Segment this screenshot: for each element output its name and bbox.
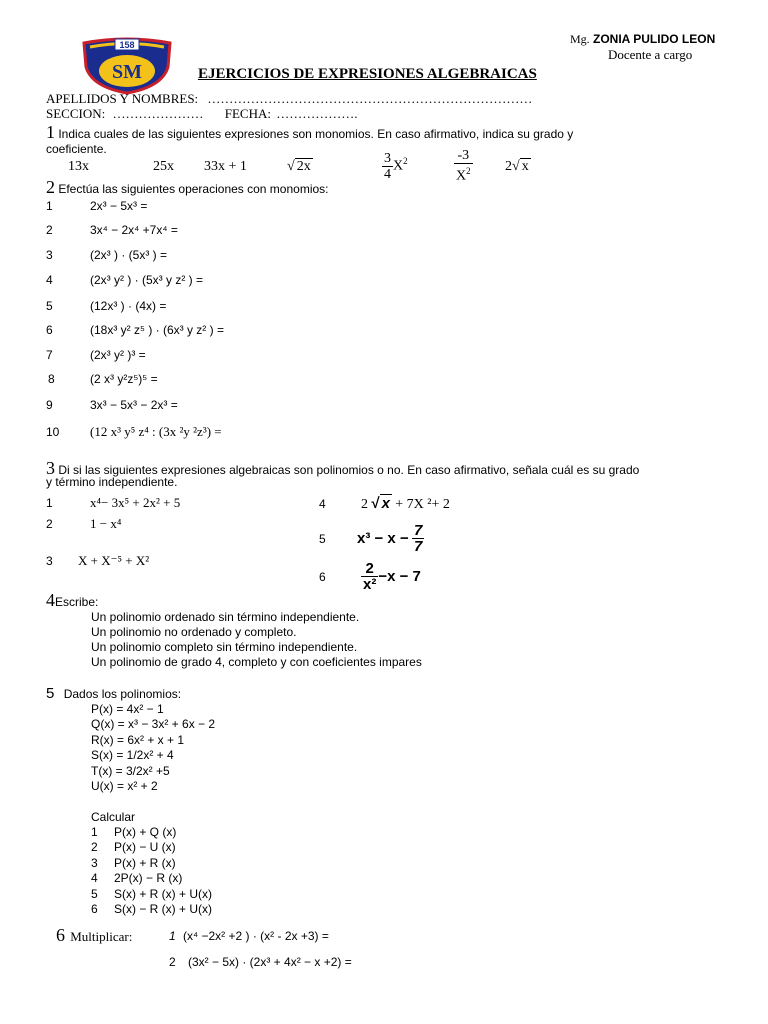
logo-number: 158: [119, 40, 135, 50]
q5-calc-6: 6 S(x) − R (x) + U(x): [91, 902, 212, 916]
q1-expr-1: 13x: [68, 159, 89, 174]
q4-item-3: Un polinomio completo sin término independiente.: [91, 640, 358, 654]
q2-item-10: 10 (12 x³ y⁵ z⁴ : (3x ²y ²z³) =: [46, 424, 222, 439]
school-logo: [82, 37, 172, 95]
q6-number: 6: [56, 925, 65, 945]
q3-item-4: 4 2 √ x + 7X ²+ 2: [319, 495, 450, 512]
q2-number: 2: [46, 177, 55, 197]
q3-item-2: 2 1 − x⁴: [46, 516, 122, 531]
q2-item-8: 8 (2 x³ y²z⁵)⁵ =: [48, 372, 158, 386]
q1-text: [46, 122, 573, 143]
q1-expr-5: $\frac{3}{4}$ $X^2$: [384, 151, 408, 182]
q1-expr-2: 25x: [153, 159, 174, 174]
teacher-line: [570, 32, 715, 47]
q5-poly-q: Q(x) = x³ − 3x² + 6x − 2: [91, 717, 216, 731]
name-dots: …………………………………………………………………: [207, 91, 533, 106]
q2-text-line: Efectúa las siguientes operaciones con monomios:: [58, 182, 329, 196]
q2-item-4: 4 (2x³ y² ) · (5x³ y z² ) =: [46, 273, 203, 287]
q5-calc-2: 2 P(x) − U (x): [91, 840, 176, 854]
q2-text: [46, 177, 329, 198]
q6-text: [56, 925, 132, 946]
section-label: SECCION:: [46, 106, 106, 121]
q4-text-line: Escribe:: [55, 595, 99, 609]
q6-item-1: 1 (x⁴ −2x² +2 ) · (x² - 2x +3) =: [169, 929, 329, 943]
q5-number: 5: [46, 685, 55, 702]
q5-text-line: Dados los polinomios:: [63, 687, 182, 701]
q2-item-1: 1 2x³ − 5x³ =: [46, 199, 148, 213]
q2-item-7: 7 (2x³ y² )³ =: [46, 348, 146, 362]
name-line: [46, 91, 532, 107]
q4-item-2: Un polinomio no ordenado y completo.: [91, 625, 297, 639]
date-label: FECHA:: [224, 106, 271, 121]
q5-poly-u: U(x) = x² + 2: [91, 779, 158, 793]
teacher-role: Docente a cargo: [608, 47, 693, 62]
teacher-name: ZONIA PULIDO LEON: [593, 32, 716, 46]
q1-expr-7: 2√ x: [505, 159, 529, 174]
q3-item-6: 6 $\frac{2}{\text{x²}}$ −x − 7: [319, 560, 421, 593]
q4-text: [46, 590, 98, 611]
q4-item-4: Un polinomio de grado 4, completo y con coeficientes impares: [91, 655, 422, 669]
q6-text-line: Multiplicar:: [70, 929, 133, 944]
q1-text-line1: Indica cuales de las siguientes expresiones son monomios. En caso afirmativo, indica su grado y: [58, 127, 574, 141]
q5-calc-3: 3 P(x) + R (x): [91, 856, 176, 870]
section-dots: …………………: [112, 106, 204, 121]
q5-poly-s: S(x) = 1/2x² + 4: [91, 748, 174, 762]
q2-item-2: 2 3x⁴ − 2x⁴ +7x⁴ =: [46, 223, 178, 237]
q4-number: 4: [46, 590, 55, 610]
q2-item-5: 5 (12x³ ) · (4x) =: [46, 299, 167, 313]
q2-item-3: 3 (2x³ ) · (5x³ ) =: [46, 248, 167, 262]
q1-expr-6: $\frac{-3}{X^2}$: [456, 148, 471, 184]
date-dots: ……………….: [276, 106, 358, 121]
q3-text-line2: y término independiente.: [46, 475, 178, 489]
teacher-prefix: Mg.: [570, 32, 590, 46]
section-line: [46, 106, 357, 122]
q3-text-line1: Di si las siguientes expresiones algebraicas son polinomios o no. En caso afirmativo, señala cuál es su grado: [58, 463, 640, 477]
q6-item-2: 2 (3x² − 5x) · (2x³ + 4x² − x +2) =: [169, 955, 352, 969]
q3-item-3: 3 X + X⁻⁵ + X²: [46, 553, 150, 568]
q2-item-6: 6 (18x³ y² z⁵ ) · (6x³ y z² ) =: [46, 323, 224, 337]
q1-text-line2: coeficiente.: [46, 142, 107, 156]
q2-item-9: 9 3x³ − 5x³ − 2x³ =: [46, 398, 178, 412]
page-title: EJERCICIOS DE EXPRESIONES ALGEBRAICAS: [198, 66, 537, 82]
q5-calc-5: 5 S(x) + R (x) + U(x): [91, 887, 212, 901]
q5-calc-4: 4 2P(x) − R (x): [91, 871, 183, 885]
q1-expr-3: 33x + 1: [204, 159, 247, 174]
q5-poly-t: T(x) = 3/2x² +5: [91, 764, 170, 778]
q5-calc-label: Calcular: [91, 810, 136, 824]
q1-expr-4: √ 2x: [287, 159, 311, 174]
q3-number: 3: [46, 458, 55, 478]
q3-item-5: 5 x³ − x − $\frac{7}{7}$: [319, 522, 423, 555]
name-label: APELLIDOS Y NOMBRES:: [46, 91, 199, 106]
q3-item-1: 1 x⁴− 3x⁵ + 2x² + 5: [46, 495, 181, 510]
q4-item-1: Un polinomio ordenado sin término independiente.: [91, 610, 360, 624]
q5-poly-p: P(x) = 4x² − 1: [91, 702, 164, 716]
q5-poly-r: R(x) = 6x² + x + 1: [91, 733, 185, 747]
q1-number: 1: [46, 122, 55, 142]
logo-letters: SM: [112, 61, 142, 83]
q5-calc-1: 1 P(x) + Q (x): [91, 825, 177, 839]
q5-text: [46, 685, 181, 702]
